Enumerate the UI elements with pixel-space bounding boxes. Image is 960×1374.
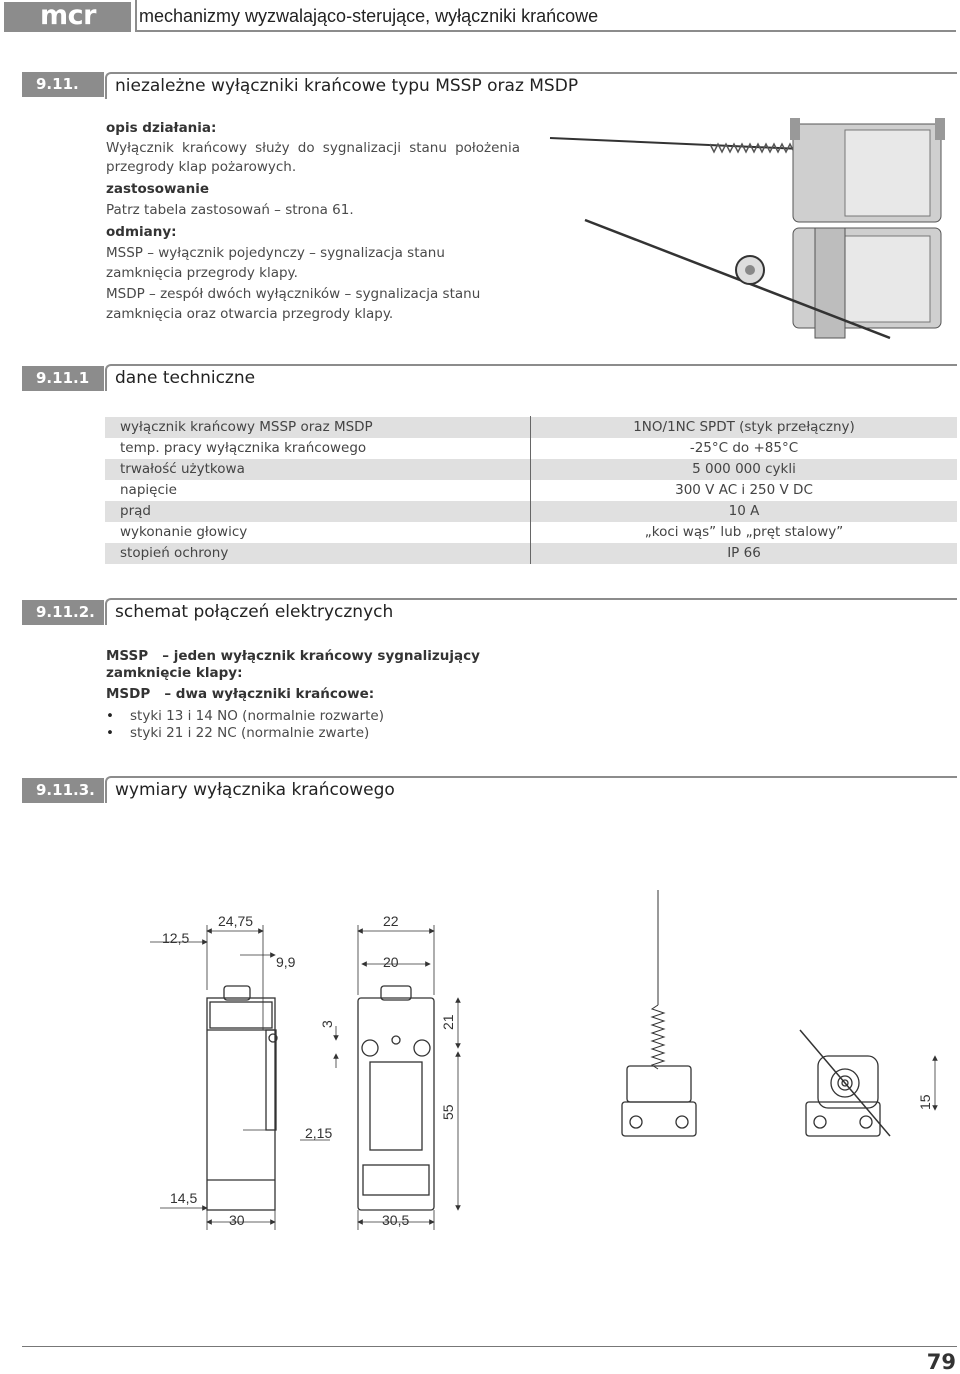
dim-label: 2,15	[305, 1125, 333, 1141]
section-number: 9.11.1	[22, 366, 104, 391]
section-number: 9.11.3.	[22, 778, 104, 803]
odmiany-text-2: MSDP – zespół dwóch wyłączników – sygnalizacja stanu zamknięcia oraz otwarcia przegrody klapy.	[106, 286, 481, 322]
table-row	[105, 543, 957, 564]
dim-label: 24,75	[218, 913, 254, 929]
table-divider	[530, 416, 531, 564]
bullet-item: • styki 13 i 14 NO (normalnie rozwarte)	[106, 707, 384, 724]
dim-label: 22	[383, 913, 399, 929]
odmiany-text-1: MSSP – wyłącznik pojedynczy – sygnalizacja stanu zamknięcia przegrody klapy.	[106, 245, 445, 281]
table-key: temp. pracy wyłącznika krańcowego	[120, 440, 367, 456]
dim-label: 21	[440, 1014, 456, 1030]
dim-label: 15	[917, 1094, 933, 1110]
dim-label: 12,5	[162, 930, 190, 946]
table-row	[105, 417, 957, 438]
table-value: IP 66	[727, 545, 761, 561]
opis-label: opis działania:	[106, 120, 217, 136]
table-value: 300 V AC i 250 V DC	[675, 482, 813, 498]
page-header-title: mechanizmy wyzwalająco-sterujące, wyłączniki krańcowe	[135, 0, 956, 32]
table-row	[105, 459, 957, 480]
dim-label: 9,9	[276, 954, 296, 970]
table-value: 5 000 000 cykli	[692, 461, 796, 477]
page-number: 79	[926, 1350, 956, 1374]
msdp-line: MSDP – dwa wyłączniki krańcowe:	[106, 686, 375, 702]
table-key: trwałość użytkowa	[120, 461, 245, 477]
zastosowanie-text: Patrz tabela zastosowań – strona 61.	[106, 202, 354, 218]
dim-label: 30	[229, 1212, 245, 1228]
section-title: schemat połączeń elektrycznych	[105, 598, 957, 625]
zastosowanie-label: zastosowanie	[106, 180, 210, 197]
dim-label: 20	[383, 954, 399, 970]
section-title: wymiary wyłącznika krańcowego	[105, 776, 957, 803]
section-number: 9.11.	[22, 72, 104, 97]
schemat-block	[106, 648, 566, 742]
table-key: wyłącznik krańcowy MSSP oraz MSDP	[120, 419, 373, 435]
brand-logo: mcr	[4, 2, 131, 32]
section-title: niezależne wyłączniki krańcowe typu MSSP oraz MSDP	[105, 72, 957, 99]
table-key: stopień ochrony	[120, 545, 229, 561]
table-value: -25°C do +85°C	[689, 440, 799, 456]
footer-rule	[22, 1346, 957, 1347]
table-value: 10 A	[728, 503, 760, 519]
dimension-drawing	[0, 830, 960, 1250]
section-number: 9.11.2.	[22, 600, 104, 625]
table-row	[105, 480, 957, 501]
mssp-line-1: MSSP – jeden wyłącznik krańcowy sygnalizujący	[106, 648, 480, 664]
dim-label: 14,5	[170, 1190, 198, 1206]
intro-block	[106, 119, 520, 324]
dim-label: 3	[319, 1020, 335, 1028]
table-value: 1NO/1NC SPDT (styk przełączny)	[633, 419, 855, 435]
odmiany-label: odmiany:	[106, 223, 177, 240]
bullet-item: • styki 21 i 22 NC (normalnie zwarte)	[106, 724, 370, 741]
mssp-line-2: zamknięcie klapy:	[106, 665, 243, 681]
table-row	[105, 438, 957, 459]
switch-photo	[545, 110, 955, 345]
table-key: wykonanie głowicy	[120, 524, 248, 540]
opis-text: Wyłącznik krańcowy służy do sygnalizacji stanu położenia przegrody klap pożarowych.	[106, 139, 520, 175]
table-row	[105, 522, 957, 543]
table-key: napięcie	[120, 482, 177, 498]
dim-label: 30,5	[382, 1212, 410, 1228]
section-title: dane techniczne	[105, 364, 957, 391]
dim-label: 55	[440, 1104, 456, 1120]
table-key: prąd	[120, 503, 151, 519]
table-row	[105, 501, 957, 522]
table-value: „koci wąs” lub „pręt stalowy”	[644, 524, 844, 540]
